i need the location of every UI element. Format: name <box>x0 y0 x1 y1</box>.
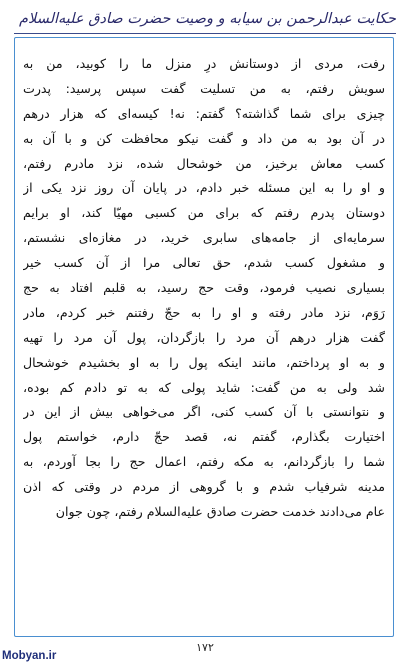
text-frame <box>14 37 394 637</box>
header-divider <box>14 33 396 34</box>
text-line: رفت، مردی از دوستانش درِ منزل ما را کوبید، من به <box>23 56 385 71</box>
text-line: سویش رفتم، به من تسلیت گفت سپس پرسید: پدرت <box>23 80 385 96</box>
body-text <box>23 52 385 525</box>
chapter-title: حکایت عبدالرحمن بن سیابه و وصیت حضرت صادق علیه‌السلام <box>19 11 396 27</box>
text-line: و مشغول کسب شدم، حق تعالی مرا از آن کسب خیر <box>23 255 385 271</box>
text-line: مدینه شرفیاب شدم و با گروهی از مردم در وقتی که اذن <box>23 479 385 495</box>
text-line: و او را به این مسئله خبر دادم، در پایان آن روز نزد یکی از <box>23 180 385 196</box>
page-number: ۱۷۲ <box>196 641 214 654</box>
page-header <box>14 6 396 32</box>
text-line: گفت هزار درهم آن مرد را بازگردان، پول آن مرد را تهیه <box>23 329 385 345</box>
text-line: دوستان پدرم رفتم که برای من کسبی مهیّا کند، او برایم <box>23 205 385 221</box>
text-line: عام می‌دادند خدمت حضرت صادق علیه‌السلام رفتم، چون جوان <box>55 504 385 520</box>
text-line: شما را بازگردانم، به مکه رفتم، اعمال حج را بجا آوردم، به <box>23 454 385 470</box>
text-line: بسیاری نصیب فرمود، وقت حج رسید، به قلبم افتاد به حج <box>23 280 385 296</box>
text-line: شد ولی به من گفت: شاید پولی که به تو دادم کم بوده، <box>23 379 385 395</box>
text-line: و به او پرداختم، مانند اینکه پول را به او بخشیدم خوشحال <box>23 354 385 370</box>
text-line: رَوَم، نزد مادر رفته و او را به حجّ رفتنم خبر کردم، مادر <box>23 304 385 320</box>
text-line: در آن بود به من داد و گفت نیکو محافظت کن و با آن به <box>23 130 385 146</box>
text-line: و نتوانستی با آن کسب کنی، اگر می‌خواهی بیش از این در <box>23 404 385 420</box>
site-watermark[interactable]: Mobyan.ir <box>2 650 57 662</box>
text-line: اختیارت بگذارم، گفتم نه، قصد حجّ دارم، خواستم پول <box>23 429 385 445</box>
text-line: چیزی برای شما گذاشته؟ گفتم: نه! کیسه‌ای که هزار درهم <box>23 105 385 121</box>
text-line: کسب معاش برخیز، من خوشحال شده، نزد مادرم رفتم، <box>23 155 385 171</box>
text-line: سرمایه‌ای از جامه‌های سابری خرید، در مغازه‌ای نشستم، <box>23 230 385 246</box>
